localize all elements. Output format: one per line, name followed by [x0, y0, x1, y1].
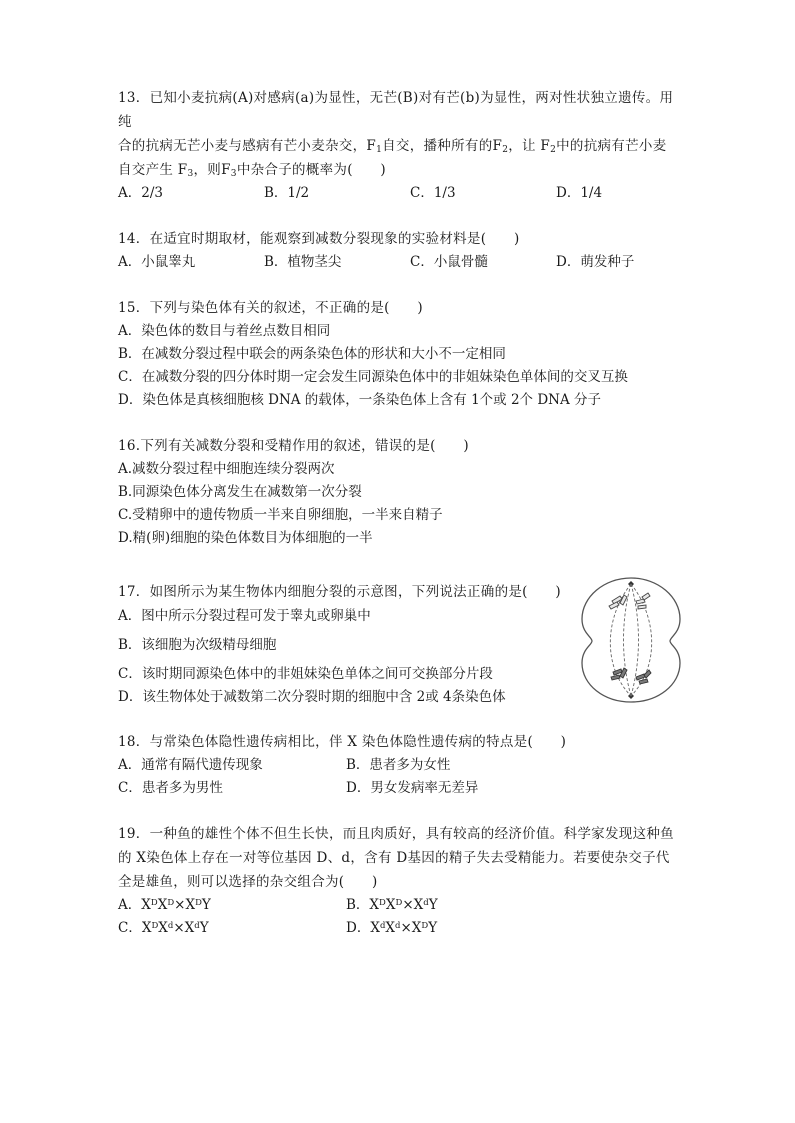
- q13-option-b: B．1/2: [264, 185, 310, 201]
- q15-option-a: A．染色体的数目与着丝点数目相同: [118, 323, 331, 339]
- q17-option-c: C．该时期同源染色体中的非姐妹染色单体之间可交换部分片段: [118, 666, 493, 682]
- question-15: [118, 296, 683, 412]
- q15-option-d: D．染色体是真核细胞核 DNA 的载体，一条染色体上含有 1个或 2个 DNA 分子: [118, 392, 602, 408]
- q13-option-a: A．2/3: [118, 185, 163, 201]
- q17-option-d: D．该生物体处于减数第二次分裂时期的细胞中含 2或 4条染色体: [118, 689, 506, 705]
- q19-option-a: A．$X^DX^D\times X^DY$: [118, 897, 211, 913]
- q16-option-a: A.减数分裂过程中细胞连续分裂两次: [118, 461, 335, 477]
- q19-line3: 全是雄鱼，则可以选择的杂交组合为( ): [118, 874, 378, 890]
- q16-option-d: D.精(卵)细胞的染色体数目为体细胞的一半: [118, 530, 373, 546]
- q17-stem: 17．如图所示为某生物体内细胞分裂的示意图，下列说法正确的是( ): [118, 584, 561, 600]
- q19-line2: 的 X染色体上存在一对等位基因 D、d，含有 D基因的精子失去受精能力。若要使杂交子代: [118, 850, 670, 866]
- question-13: [118, 86, 683, 205]
- question-14: [118, 227, 683, 274]
- q13-line2: 合的抗病无芒小麦与感病有芒小麦杂交，$F_1$自交，播种所有的$F_2$，让 $F_2$中的抗病有芒小麦: [118, 138, 667, 155]
- q19-line1: 19．一种鱼的雄性个体不但生长快，而且肉质好，具有较高的经济价值。科学家发现这种鱼: [118, 826, 674, 842]
- q18-options-row1: [118, 754, 683, 777]
- q18-stem: 18．与常染色体隐性遗传病相比，伴 X 染色体隐性遗传病的特点是( ): [118, 734, 567, 750]
- q16-option-b: B.同源染色体分离发生在减数第一次分裂: [118, 484, 362, 500]
- q18-option-d: D．男女发病率无差异: [346, 780, 479, 796]
- q18-option-b: B．患者多为女性: [346, 757, 451, 773]
- q15-option-c: C．在减数分裂的四分体时期一定会发生同源染色体中的非姐妹染色单体间的交叉互换: [118, 369, 628, 385]
- q13-line3: 自交产生 $F_3$，则$F_3$中杂合子的概率为( ): [118, 162, 386, 179]
- q16-option-c: C.受精卵中的遗传物质一半来自卵细胞，一半来自精子: [118, 507, 443, 523]
- q17-option-a: A．图中所示分裂过程可发于睾丸或卵巢中: [118, 608, 371, 624]
- q14-stem: 14．在适宜时期取材，能观察到减数分裂现象的实验材料是( ): [118, 231, 520, 247]
- question-18: [118, 730, 683, 800]
- q14-option-a: A．小鼠睾丸: [118, 254, 196, 270]
- q18-option-c: C．患者多为男性: [118, 780, 223, 796]
- question-19: [118, 822, 683, 940]
- question-16: [118, 434, 683, 550]
- q13-line1: 13．已知小麦抗病(A)对感病(a)为显性，无芒(B)对有芒(b)为显性，两对性状独立遗传。用纯: [118, 90, 674, 130]
- q19-stem: [118, 822, 683, 894]
- exam-page: [118, 86, 683, 962]
- q13-options: [118, 182, 683, 205]
- q19-options-row1: [118, 894, 683, 917]
- q13-option-c: C．1/3: [410, 185, 456, 201]
- q19-option-b: B．$X^DX^D\times X^dY$: [346, 897, 438, 913]
- q18-options-row2: [118, 777, 683, 800]
- q17-option-b: B．该细胞为次级精母细胞: [118, 637, 277, 653]
- cell-division-diagram-icon: [576, 575, 686, 705]
- q15-stem: 15．下列与染色体有关的叙述，不正确的是( ): [118, 300, 423, 316]
- q16-stem: 16.下列有关减数分裂和受精作用的叙述，错误的是( ): [118, 438, 469, 454]
- q13-option-d: D．1/4: [556, 185, 603, 201]
- q15-option-b: B．在减数分裂过程中联会的两条染色体的形状和大小不一定相同: [118, 346, 506, 362]
- q14-option-c: C．小鼠骨髓: [410, 254, 488, 270]
- q19-options-row2: [118, 917, 683, 940]
- q14-option-d: D．萌发种子: [556, 254, 635, 270]
- q14-options: [118, 251, 683, 274]
- question-17: [118, 580, 683, 708]
- q19-option-d: D．$X^dX^d\times X^DY$: [346, 920, 438, 936]
- q19-option-c: C．$X^DX^d\times X^dY$: [118, 920, 209, 936]
- q14-option-b: B．植物茎尖: [264, 254, 342, 270]
- question-13-stem: [118, 86, 683, 182]
- q18-option-a: A．通常有隔代遗传现象: [118, 757, 263, 773]
